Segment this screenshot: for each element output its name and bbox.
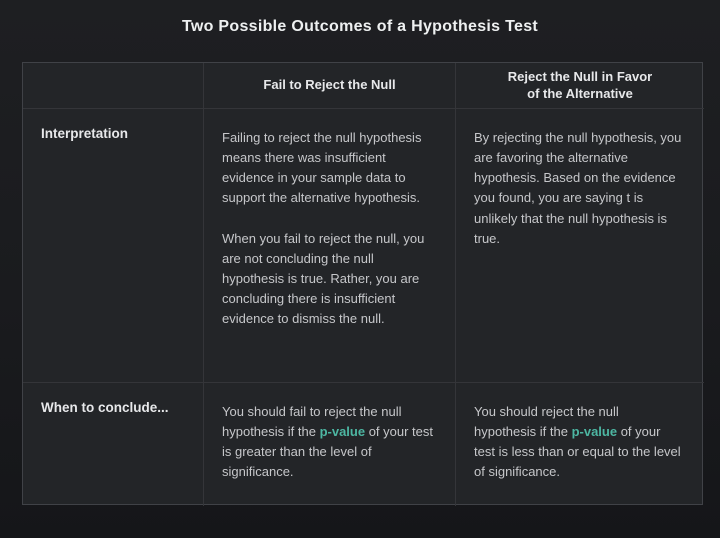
column-header-fail-to-reject [204,63,456,109]
conclude-reject-pvalue-highlight: p-value [571,424,618,440]
cell-conclude-reject [456,383,704,506]
column-header-fail-label: Fail to Reject the Null [263,77,396,93]
conclude-fail-text-before: You should fail to reject the null hypothesis if the [222,404,402,440]
conclude-fail-pvalue-highlight: p-value [319,424,366,440]
cell-interpretation-fail [204,109,456,383]
interpretation-reject-paragraph-1: By rejecting the null hypothesis, you are favoring the alternative hypothesis. Based on the evidence you found, you are saying t is unlikely that the null hypothesis is true. [474,130,682,246]
column-header-reject-line1: Reject the Null in Favor [507,68,653,84]
cell-conclude-fail [204,383,456,506]
column-header-blank [23,63,204,109]
column-header-reject [456,63,704,109]
row-label-interpretation: Interpretation [23,109,204,383]
column-header-reject-line2: of the Alternative [527,85,633,101]
cell-interpretation-reject [456,109,704,383]
conclude-fail-paragraph [222,402,435,483]
row-label-when-to-conclude: When to conclude... [23,383,204,506]
hypothesis-outcomes-table [22,62,703,505]
conclude-reject-paragraph [474,402,684,483]
interpretation-fail-paragraph-2: When you fail to reject the null, you are not concluding the null hypothesis is true. Rather, you are concluding there is insufficient evidence to dismiss the null. [222,230,425,327]
conclude-reject-text-before: You should reject the null hypothesis if the [474,404,619,440]
conclude-fail-text-after: of your test is greater than the level of significance. [222,424,433,480]
page-title: Two Possible Outcomes of a Hypothesis Test [181,18,539,35]
interpretation-fail-paragraph-1: Failing to reject the null hypothesis means there was insufficient evidence in your sample data to support the alternative hypothesis. [222,130,422,206]
conclude-reject-text-after: of your test is less than or equal to the level of significance. [474,424,681,480]
